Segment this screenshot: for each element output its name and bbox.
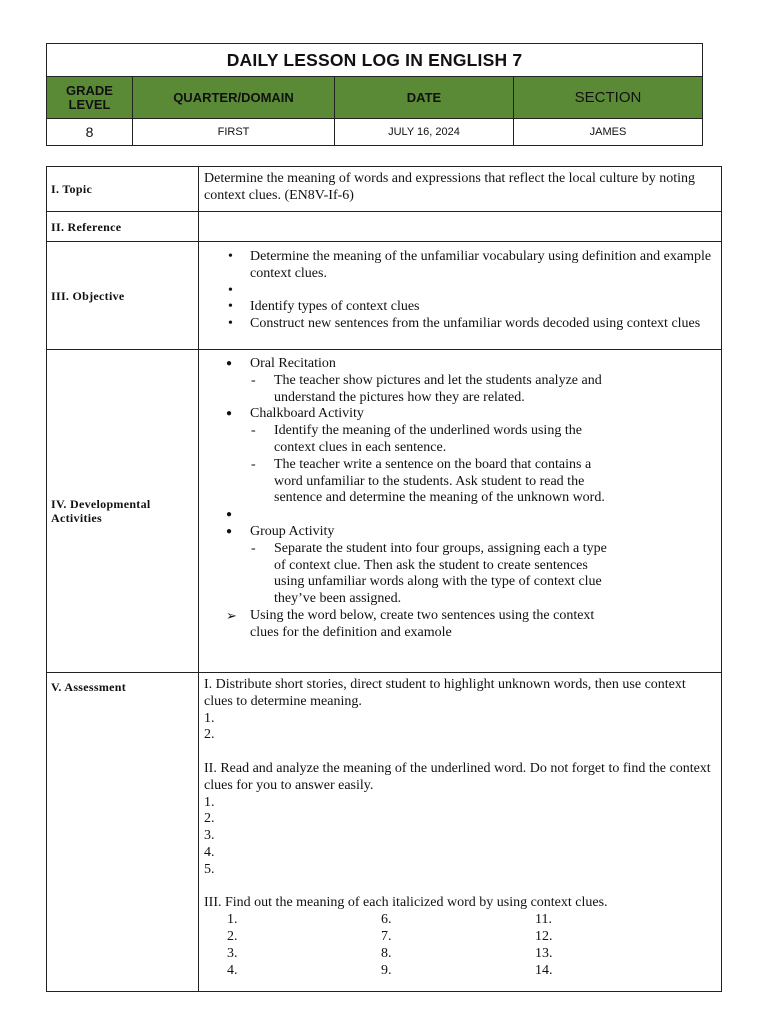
section-value: JAMES [514, 119, 703, 146]
quarter-value: FIRST [133, 119, 335, 146]
objective-item: • Construct new sentences from the unfamiliar words decoded using context clues [204, 316, 715, 333]
answer-item: 11. [535, 912, 552, 928]
reference-text [199, 212, 722, 242]
activity-step: - The teacher write a sentence on the board that contains a word unfamiliar to the students. Ask student to read the sentence and determine the meaning of the unknown word. [204, 457, 614, 507]
topic-text: Determine the meaning of words and expressions that reflect the local culture by noting context clues. (EN8V-If-6) [199, 167, 722, 212]
answer-item: 3. [227, 945, 238, 961]
assessment-part1-text: I. Distribute short stories, direct student to highlight unknown words, then use context clues to determine meaning. [204, 677, 686, 709]
header-section: SECTION [514, 77, 703, 119]
answer-columns [204, 912, 715, 979]
activity-arrow-item: ➢ Using the word below, create two sentences using the context clues for the definition and examole [204, 608, 614, 642]
activity-bullet: ● Oral Recitation [204, 356, 614, 373]
answer-item: 4. [227, 962, 238, 978]
objective-item [204, 283, 715, 300]
grade-level-value: 8 [47, 119, 133, 146]
header-date: DATE [335, 77, 514, 119]
answer-item: 6. [381, 912, 392, 928]
answer-item: 2. [227, 928, 238, 944]
activity-step: - The teacher show pictures and let the students analyze and understand the pictures how they are related. [204, 373, 614, 407]
objective-list [204, 249, 715, 333]
answer-item: 1. [227, 912, 238, 928]
activity-step: - Identify the meaning of the underlined words using the context clues in each sentence. [204, 423, 614, 457]
activity-step: - Separate the student into four groups, assigning each a type of context clue. Then ask the student to create sentences using unfamiliar words along with the type of context clue they’ve been assigned. [204, 541, 614, 608]
answer-item: 2. [204, 727, 215, 743]
answer-item: 3. [204, 828, 215, 844]
assessment-row [47, 673, 722, 992]
answer-item: 9. [381, 962, 392, 978]
developmental-row [47, 350, 722, 673]
topic-row [47, 167, 722, 212]
answer-column-2 [381, 912, 535, 979]
answer-column-3 [535, 912, 553, 979]
reference-row [47, 212, 722, 242]
objective-item: • Identify types of context clues [204, 299, 715, 316]
lesson-header-table [46, 43, 703, 146]
answer-item: 13. [535, 945, 553, 961]
assessment-label: V. Assessment [47, 673, 199, 992]
date-value: JULY 16, 2024 [335, 119, 514, 146]
answer-item: 5. [204, 861, 215, 877]
activity-bullet: ● Group Activity [204, 524, 614, 541]
activity-bullet: ● Chalkboard Activity [204, 406, 614, 423]
reference-label: II. Reference [47, 212, 199, 242]
objective-row [47, 242, 722, 350]
assessment-part3-text: III. Find out the meaning of each italicized word by using context clues. [204, 895, 608, 911]
answer-item: 14. [535, 962, 553, 978]
answer-item: 4. [204, 844, 215, 860]
topic-label: I. Topic [47, 167, 199, 212]
answer-column-1 [227, 912, 381, 979]
answer-item: 7. [381, 928, 392, 944]
header-grade-level: GRADE LEVEL [47, 77, 133, 119]
assessment-part2-text: II. Read and analyze the meaning of the underlined word. Do not forget to find the context clues for you to answer easily. [204, 760, 711, 793]
answer-item: 12. [535, 928, 553, 944]
objective-content [199, 242, 722, 350]
objective-label: III. Objective [47, 242, 199, 350]
activity-list [204, 354, 614, 642]
answer-item: 8. [381, 945, 392, 961]
lesson-plan-table [46, 166, 722, 992]
developmental-content [199, 350, 722, 673]
answer-item: 1. [204, 794, 215, 810]
answer-item: 1. [204, 710, 215, 726]
answer-item: 2. [204, 811, 215, 827]
developmental-label: IV. Developmental Activities [47, 350, 199, 673]
document-title: DAILY LESSON LOG IN ENGLISH 7 [47, 44, 703, 77]
header-quarter-domain: QUARTER/DOMAIN [133, 77, 335, 119]
activity-bullet [204, 507, 614, 524]
assessment-content [199, 673, 722, 992]
objective-item: • Determine the meaning of the unfamiliar vocabulary using definition and example context clues. [204, 249, 715, 283]
